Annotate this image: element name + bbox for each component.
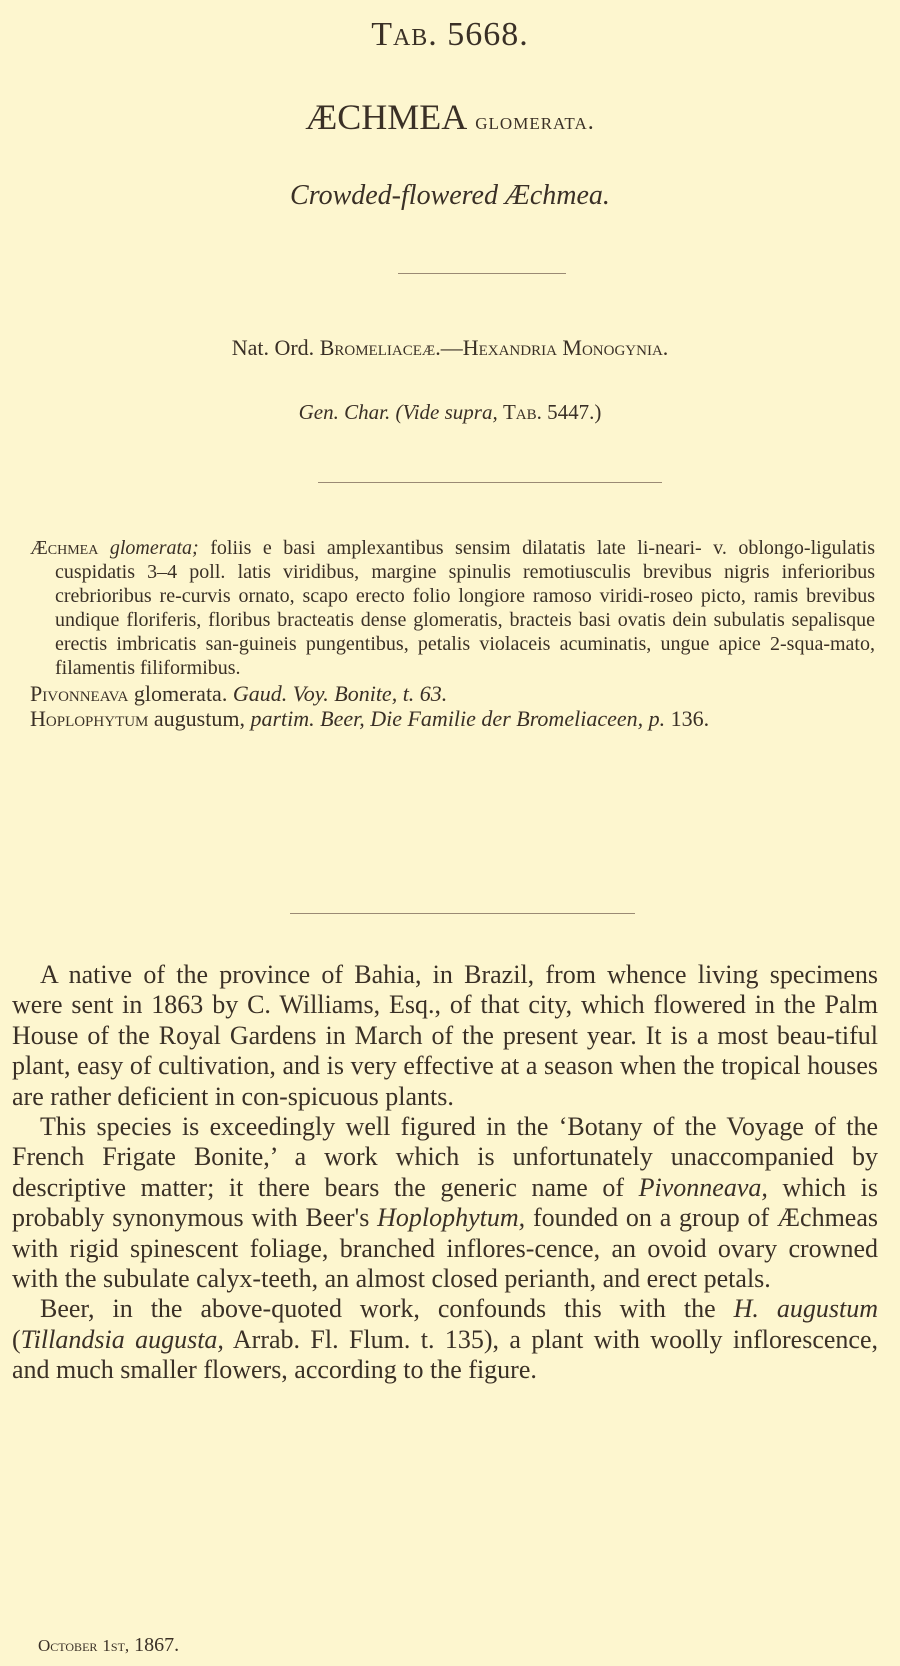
generic-character bbox=[0, 400, 900, 425]
text-run: Beer, in the above-quoted work, confounds this with the bbox=[40, 1294, 716, 1324]
divider bbox=[318, 482, 662, 483]
tab-ref-label: Tab. bbox=[502, 400, 542, 424]
synonym bbox=[30, 682, 875, 706]
body-text bbox=[12, 960, 878, 1386]
divider bbox=[290, 913, 635, 914]
synonym-genus: Pivonneava bbox=[30, 681, 129, 706]
dateline bbox=[38, 1634, 179, 1657]
gen-char-label: Gen. Char. bbox=[298, 400, 391, 424]
text-run: Arrab. Fl. Flum. t. 135), a plant with woolly inflorescence, and much smaller flowers, according to the figure. bbox=[12, 1324, 878, 1385]
synonym-name: augustum, bbox=[153, 706, 245, 731]
paragraph bbox=[12, 1112, 878, 1294]
synonym-page: 136. bbox=[670, 706, 710, 731]
text-run: founded on a group of Æchmeas with rigid spinescent foliage, branched inflores-cence, an ovoid ovary crowned with the subulate calyx-teeth, an almost closed perianth, and erect petals. bbox=[12, 1203, 878, 1294]
synonym-reference: Gaud. Voy. Bonite, t. 63. bbox=[232, 681, 448, 706]
natural-order bbox=[0, 335, 900, 361]
italic-name: H. augustum bbox=[733, 1294, 878, 1324]
plate-number bbox=[0, 16, 900, 54]
italic-name: Tillandsia augusta, bbox=[20, 1324, 224, 1354]
diagnosis-paragraph bbox=[30, 536, 875, 680]
synonym-reference: partim. Beer, Die Familie der Bromeliaceen, p. bbox=[250, 706, 666, 731]
genus-name: ÆCHMEA bbox=[305, 97, 468, 137]
latin-diagnosis bbox=[30, 536, 875, 730]
divider bbox=[398, 273, 566, 274]
date-day: 1st, bbox=[102, 1636, 130, 1655]
italic-name: Pivonneava, bbox=[638, 1172, 768, 1202]
text-run: which is probably synonymous with Beer's bbox=[12, 1172, 878, 1233]
diagnosis-text: foliis e basi amplexantibus sensim dilatatis late li-neari- v. oblongo-ligulatis cuspidatis 3–4 poll. latis viridibus, margine spinulis remotiusculis brevibus nigris inferioribus crebrioribus re-curvis ornato, scapo erecto folio longiore ramoso viridi-roseo picto, ramis brevibus undique floriferis, floribus bracteatis dense glomeratis, bracteis basi ovatis dein subulatis sepalisque erectis imbricatis san-guineis pungentibus, petalis violaceis acuminatis, ungue apice 2-squa-mato, filamentis filiformibus. bbox=[55, 537, 876, 679]
order-name: Bromeliaceæ.—Hexandria Monogynia. bbox=[319, 335, 669, 360]
nat-ord-label: Nat. Ord. bbox=[231, 335, 315, 360]
date-month: October bbox=[38, 1636, 98, 1655]
text-run: This species is exceedingly well figured in the ‘Botany of the Voyage of the French Frigate Bonite,’ a work which is unfortunately unaccompanied by descriptive matter; it there bears the generic name of bbox=[12, 1112, 878, 1202]
diagnosis-genus: Æchmea bbox=[30, 537, 99, 559]
tab-number: 5668. bbox=[447, 16, 529, 53]
tab-label: Tab. bbox=[371, 16, 438, 53]
tab-ref-number: 5447.) bbox=[547, 400, 602, 424]
common-name: Crowded-flowered Æchmea. bbox=[290, 180, 610, 211]
paragraph bbox=[12, 1294, 878, 1385]
synonym bbox=[30, 708, 875, 730]
synonym-genus: Hoplophytum bbox=[30, 706, 149, 731]
italic-name: Hoplophytum, bbox=[377, 1203, 526, 1233]
diagnosis-epithet: glomerata; bbox=[109, 537, 199, 559]
vide-supra: (Vide supra, bbox=[395, 400, 498, 424]
synonym-name: glomerata. bbox=[133, 681, 228, 706]
paragraph: A native of the province of Bahia, in Brazil, from whence living specimens were sent in 1863 by C. Williams, Esq., of that city, which flowered in the Palm House of the Royal Gardens in March of the present year. It is a most beau-tiful plant, easy of cultivation, and is very effective at a season when the tropical houses are rather deficient in con-spicuous plants. bbox=[12, 960, 878, 1111]
species-epithet: glomerata. bbox=[475, 109, 595, 135]
species-title bbox=[0, 96, 900, 138]
text-run: ( bbox=[12, 1324, 21, 1354]
date-year: 1867. bbox=[134, 1634, 180, 1656]
